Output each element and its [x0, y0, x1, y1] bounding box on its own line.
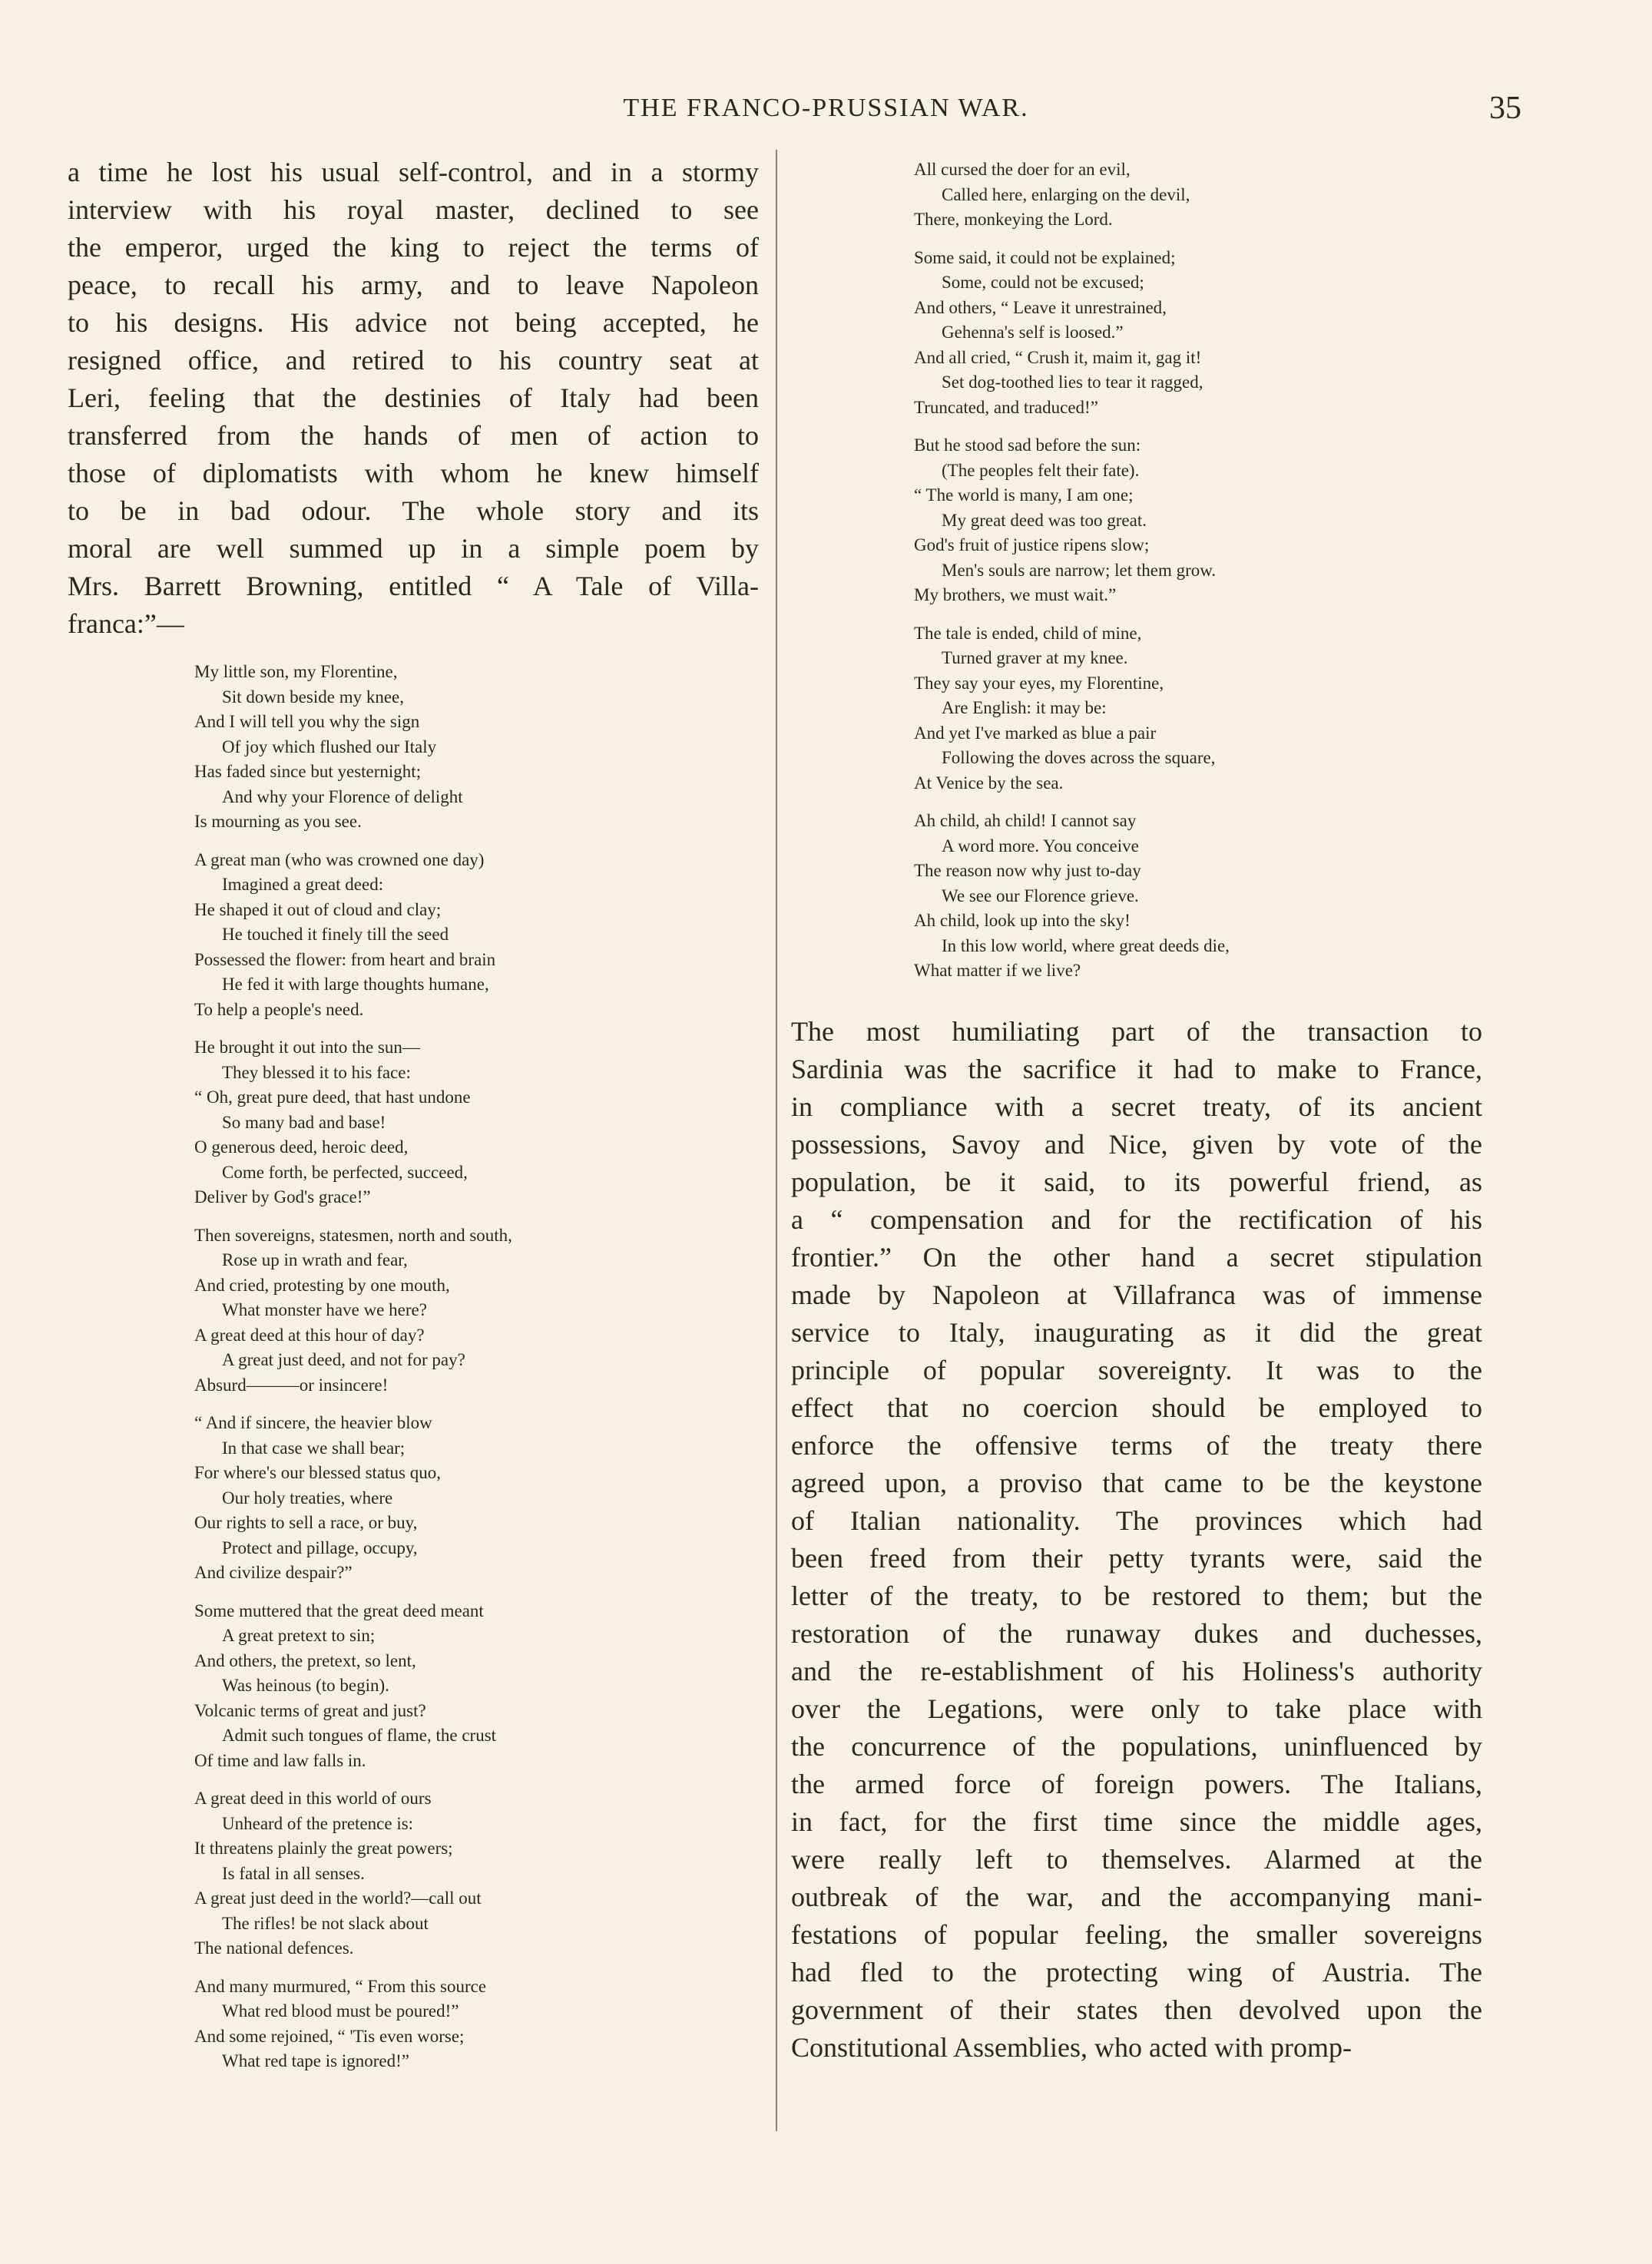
- poem-stanza: [914, 621, 1482, 796]
- poem-line: Possessed the flower: from heart and brain: [194, 949, 496, 969]
- poem-line: The tale is ended, child of mine,: [914, 623, 1142, 643]
- prose-line: possessions, Savoy and Nice, given by vote of the: [791, 1128, 1482, 1160]
- left-poem: [194, 660, 759, 2074]
- prose-line: service to Italy, inaugurating as it did the great: [791, 1316, 1482, 1348]
- poem-line: At Venice by the sea.: [914, 773, 1064, 793]
- poem-line: They blessed it to his face:: [222, 1062, 411, 1082]
- prose-line: transferred from the hands of men of action to: [68, 420, 759, 451]
- poem-line: Set dog-toothed lies to tear it ragged,: [942, 372, 1203, 392]
- poem-line: Rose up in wrath and fear,: [222, 1250, 408, 1269]
- poem-line: Gehenna's self is loosed.”: [942, 323, 1124, 342]
- poem-line: Sit down beside my knee,: [222, 687, 404, 707]
- poem-line: Turned graver at my knee.: [942, 648, 1128, 667]
- poem-line: My great deed was too great.: [942, 510, 1147, 530]
- poem-line: Deliver by God's grace!”: [194, 1187, 371, 1206]
- poem-line: In this low world, where great deeds die,: [942, 935, 1230, 955]
- poem-line: Truncated, and traduced!”: [914, 397, 1098, 417]
- prose-line: Mrs. Barrett Browning, entitled “ A Tale of Villa-: [68, 571, 759, 601]
- prose-line: restoration of the runaway dukes and duchesses,: [791, 1617, 1482, 1649]
- poem-line: Of joy which flushed our Italy: [222, 736, 437, 756]
- poem-line: Called here, enlarging on the devil,: [942, 184, 1190, 204]
- poem-line: To help a people's need.: [194, 999, 364, 1019]
- poem-line: He fed it with large thoughts humane,: [222, 975, 489, 994]
- prose-line: and the re-establishment of his Holiness's authority: [791, 1655, 1482, 1686]
- poem-line: All cursed the doer for an evil,: [914, 160, 1131, 179]
- prose-line: resigned office, and retired to his country seat at: [68, 345, 759, 376]
- poem-line: He touched it finely till the seed: [222, 925, 449, 944]
- poem-line: Our rights to sell a race, or buy,: [194, 1513, 418, 1532]
- prose-line: The most humiliating part of the transaction to: [791, 1015, 1482, 1047]
- poem-line: What red blood must be poured!”: [222, 2001, 459, 2021]
- poem-line: Of time and law falls in.: [194, 1750, 366, 1770]
- poem-line: But he stood sad before the sun:: [914, 435, 1141, 455]
- prose-line: Sardinia was the sacrifice it had to make to France,: [791, 1053, 1482, 1084]
- poem-stanza: [194, 1411, 759, 1586]
- poem-stanza: [194, 1223, 759, 1398]
- poem-line: Come forth, be perfected, succeed,: [222, 1162, 468, 1182]
- poem-stanza: [914, 433, 1482, 608]
- poem-line: A great deed at this hour of day?: [194, 1325, 425, 1345]
- poem-line: The reason now why just to-day: [914, 861, 1141, 880]
- prose-line: frontier.” On the other hand a secret stipulation: [791, 1241, 1482, 1273]
- poem-line: He brought it out into the sun—: [194, 1038, 420, 1057]
- prose-line: had fled to the protecting wing of Austria. The: [791, 1956, 1482, 1988]
- poem-stanza: [914, 246, 1482, 421]
- poem-line: Are English: it may be:: [942, 698, 1107, 717]
- poem-line: And yet I've marked as blue a pair: [914, 723, 1157, 743]
- poem-line: “ And if sincere, the heavier blow: [194, 1413, 432, 1432]
- poem-line: And others, “ Leave it unrestrained,: [914, 297, 1167, 317]
- prose-line: to his designs. His advice not being accepted, he: [68, 307, 759, 338]
- poem-line: Some muttered that the great deed meant: [194, 1600, 484, 1620]
- poem-line: Was heinous (to begin).: [222, 1676, 389, 1695]
- prose-line: of Italian nationality. The provinces which had: [791, 1504, 1482, 1536]
- left-prose: [68, 154, 759, 643]
- poem-line: He shaped it out of cloud and clay;: [194, 899, 442, 919]
- poem-line: (The peoples felt their fate).: [942, 460, 1140, 480]
- poem-line: Admit such tongues of flame, the crust: [222, 1726, 497, 1745]
- poem-line: My little son, my Florentine,: [194, 662, 398, 681]
- poem-line: Then sovereigns, statesmen, north and south,: [194, 1225, 512, 1245]
- poem-stanza: [194, 1599, 759, 1774]
- poem-line: Imagined a great deed:: [222, 875, 384, 894]
- poem-stanza: [194, 1974, 759, 2074]
- poem-stanza: [914, 809, 1482, 984]
- prose-line: interview with his royal master, declined to see: [68, 194, 759, 225]
- column-divider: [776, 150, 777, 2131]
- prose-line: made by Napoleon at Villafranca was of immense: [791, 1279, 1482, 1310]
- poem-line: Our holy treaties, where: [222, 1488, 393, 1508]
- poem-stanza: [194, 1786, 759, 1961]
- poem-line: There, monkeying the Lord.: [914, 210, 1113, 229]
- prose-line: letter of the treaty, to be restored to them; but the: [791, 1580, 1482, 1611]
- prose-line: festations of popular feeling, the smaller sovereigns: [791, 1918, 1482, 1950]
- poem-line: Protect and pillage, occupy,: [222, 1537, 418, 1557]
- poem-line: It threatens plainly the great powers;: [194, 1839, 453, 1858]
- prose-line: population, be it said, to its powerful friend, as: [791, 1166, 1482, 1197]
- poem-line: Is mourning as you see.: [194, 812, 362, 831]
- poem-line: A great just deed in the world?—call out: [194, 1888, 482, 1908]
- prose-line: were really left to themselves. Alarmed at the: [791, 1843, 1482, 1875]
- prose-line: in fact, for the first time since the middle ages,: [791, 1806, 1482, 1837]
- poem-line: Following the doves across the square,: [942, 748, 1216, 767]
- poem-line: They say your eyes, my Florentine,: [914, 673, 1164, 693]
- poem-line: What matter if we live?: [914, 961, 1081, 980]
- poem-stanza: [914, 157, 1482, 233]
- prose-line: to be in bad odour. The whole story and its: [68, 495, 759, 526]
- poem-line: Has faded since but yesternight;: [194, 762, 422, 781]
- poem-line: Ah child, look up into the sky!: [914, 911, 1131, 930]
- poem-line: In that case we shall bear;: [222, 1438, 406, 1458]
- poem-line: O generous deed, heroic deed,: [194, 1137, 409, 1157]
- poem-line: And I will tell you why the sign: [194, 712, 420, 731]
- poem-line: And others, the pretext, so lent,: [194, 1650, 416, 1670]
- poem-line: Some said, it could not be explained;: [914, 247, 1176, 267]
- prose-line: a time he lost his usual self-control, and in a stormy: [68, 157, 759, 187]
- poem-line: And all cried, “ Crush it, maim it, gag it!: [914, 347, 1202, 367]
- poem-line: “ Oh, great pure deed, that hast undone: [194, 1087, 471, 1107]
- prose-line: a “ compensation and for the rectification of his: [791, 1203, 1482, 1235]
- poem-line: For where's our blessed status quo,: [194, 1463, 441, 1482]
- poem-line: Men's souls are narrow; let them grow.: [942, 560, 1217, 580]
- poem-line: A word more. You conceive: [942, 836, 1139, 856]
- poem-line: Volcanic terms of great and just?: [194, 1700, 426, 1720]
- prose-line: in compliance with a secret treaty, of its ancient: [791, 1091, 1482, 1122]
- prose-line: been freed from their petty tyrants were, said the: [791, 1542, 1482, 1574]
- poem-line: Is fatal in all senses.: [222, 1863, 365, 1883]
- right-column: [791, 157, 1482, 2067]
- poem-stanza: [194, 1035, 759, 1210]
- prose-line: moral are well summed up in a simple poem by: [68, 533, 759, 564]
- prose-line: Constitutional Assemblies, who acted with promp-: [791, 2031, 1352, 2063]
- poem-line: Unheard of the pretence is:: [222, 1813, 414, 1833]
- prose-line: government of their states then devolved upon the: [791, 1994, 1482, 2025]
- poem-line: And cried, protesting by one mouth,: [194, 1275, 450, 1295]
- poem-stanza: [194, 660, 759, 835]
- poem-line: We see our Florence grieve.: [942, 885, 1139, 905]
- prose-line: those of diplomatists with whom he knew himself: [68, 458, 759, 488]
- prose-line: over the Legations, were only to take place with: [791, 1693, 1482, 1724]
- prose-line: the emperor, urged the king to reject the terms of: [68, 232, 759, 263]
- left-column: [68, 154, 759, 2087]
- page-number: 35: [1489, 91, 1521, 126]
- poem-line: A great just deed, and not for pay?: [222, 1350, 465, 1369]
- prose-line: effect that no coercion should be employed to: [791, 1392, 1482, 1423]
- prose-line: agreed upon, a proviso that came to be the keystone: [791, 1467, 1482, 1498]
- poem-line: A great deed in this world of ours: [194, 1789, 432, 1808]
- poem-line: The national defences.: [194, 1938, 354, 1958]
- poem-line: And some rejoined, “ 'Tis even worse;: [194, 2026, 465, 2046]
- poem-line: And many murmured, “ From this source: [194, 1976, 487, 1996]
- poem-line: And why your Florence of delight: [222, 786, 463, 806]
- prose-line: Leri, feeling that the destinies of Italy had been: [68, 382, 759, 413]
- right-poem: [914, 157, 1482, 984]
- prose-line: enforce the offensive terms of the treaty there: [791, 1429, 1482, 1461]
- running-title: THE FRANCO-PRUSSIAN WAR.: [623, 94, 1029, 122]
- poem-stanza: [194, 848, 759, 1023]
- poem-line: “ The world is many, I am one;: [914, 485, 1134, 505]
- poem-line: What red tape is ignored!”: [222, 2051, 409, 2070]
- prose-line: the concurrence of the populations, uninfluenced by: [791, 1730, 1482, 1762]
- poem-line: My brothers, we must wait.”: [914, 585, 1117, 604]
- poem-line: Ah child, ah child! I cannot say: [914, 811, 1137, 830]
- poem-line: A great pretext to sin;: [222, 1626, 376, 1645]
- poem-line: So many bad and base!: [222, 1112, 386, 1132]
- poem-line: The rifles! be not slack about: [222, 1913, 429, 1933]
- prose-line: peace, to recall his army, and to leave Napoleon: [68, 270, 759, 300]
- right-prose: [791, 1013, 1482, 2067]
- poem-line: And civilize despair?”: [194, 1563, 353, 1582]
- prose-line: franca:”—: [68, 608, 184, 639]
- prose-line: the armed force of foreign powers. The Italians,: [791, 1768, 1482, 1799]
- poem-line: A great man (who was crowned one day): [194, 849, 485, 869]
- poem-line: What monster have we here?: [222, 1300, 427, 1319]
- poem-line: God's fruit of justice ripens slow;: [914, 535, 1150, 554]
- poem-line: Some, could not be excused;: [942, 273, 1144, 292]
- running-header: [0, 89, 1652, 127]
- prose-line: outbreak of the war, and the accompanying mani-: [791, 1881, 1482, 1912]
- poem-line: Absurd———or insincere!: [194, 1375, 389, 1395]
- prose-line: principle of popular sovereignty. It was to the: [791, 1354, 1482, 1385]
